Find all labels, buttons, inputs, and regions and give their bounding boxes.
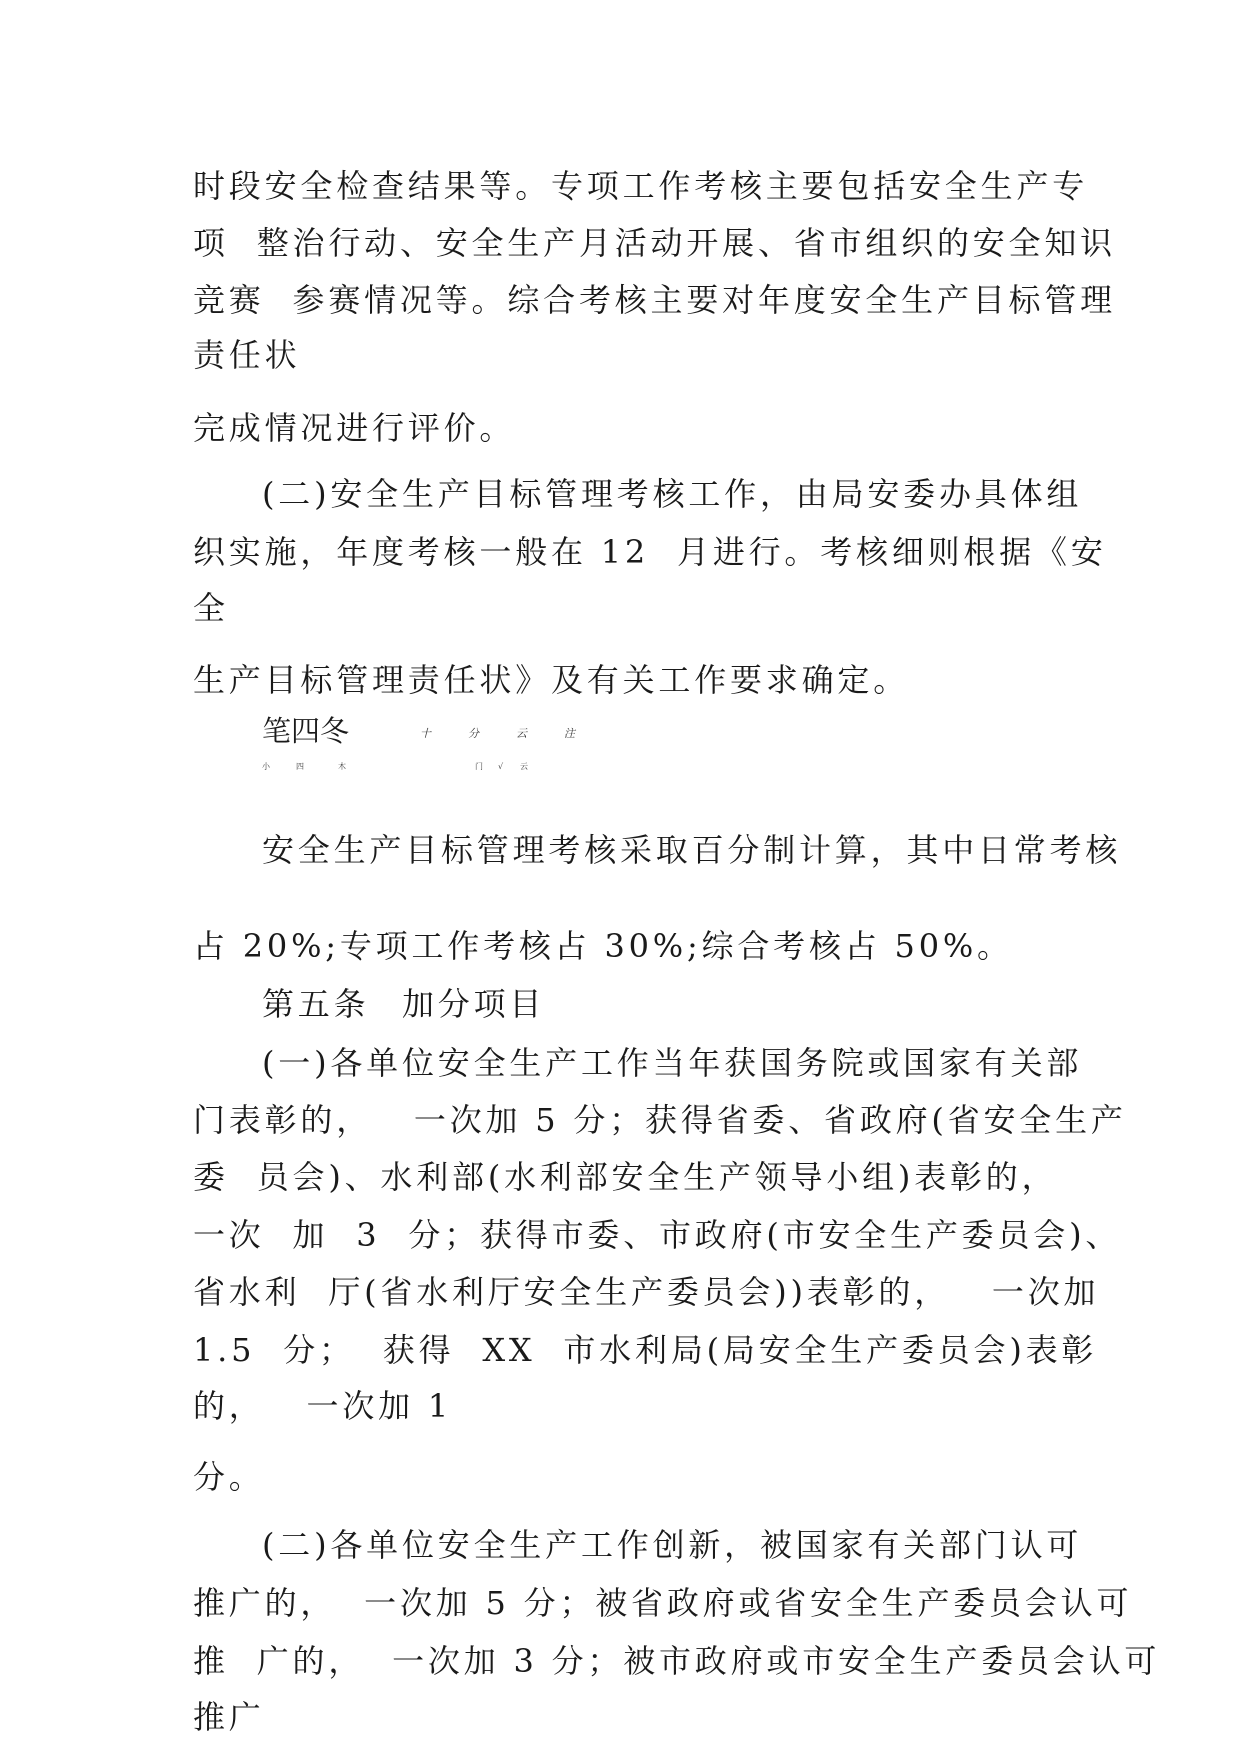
text-line: 省水利 厅(省水利厅安全生产委员会))表彰的， 一次加 — [193, 1273, 1100, 1311]
text-line: 完成情况进行评价。 — [193, 409, 516, 447]
text-line: (一)各单位安全生产工作当年获国务院或国家有关部 — [262, 1044, 1083, 1082]
text-line: 生产目标管理责任状》及有关工作要求确定。 — [193, 661, 910, 699]
text-line: 竞赛 参赛情况等。综合考核主要对年度安全生产目标管理 — [193, 281, 1116, 319]
micro-text: 小 — [262, 762, 270, 771]
text-line: (二)安全生产目标管理考核工作，由局安委办具体组 — [262, 475, 1083, 513]
text-line: 织实施，年度考核一般在 12 月进行。考核细则根据《安 — [193, 533, 1107, 571]
text-line: 占 20%;专项工作考核占 30%;综合考核占 50%。 — [193, 927, 1013, 965]
text-line: 推广的， 一次加 5 分；被省政府或省安全生产委员会认可 — [193, 1584, 1133, 1622]
text-line: 一次 加 3 分；获得市委、市政府(市安全生产委员会)、 — [193, 1216, 1122, 1254]
text-line: 时段安全检查结果等。专项工作考核主要包括安全生产专 — [193, 167, 1089, 205]
text-line: 分。 — [193, 1458, 265, 1496]
article-5-heading: 第五条 — [262, 985, 370, 1023]
text-line: 的， 一次加 1 — [193, 1387, 453, 1425]
article-5-title: 加分项目 — [402, 985, 546, 1023]
article-4-heading: 笔四冬 — [262, 714, 350, 748]
text-line: 推 广的， 一次加 3 分；被市政府或市安全生产委员会认可 — [193, 1642, 1161, 1680]
text-line: 项 整治行动、安全生产月活动开展、省市组织的安全知识 — [193, 224, 1116, 262]
micro-text: 四 — [296, 762, 304, 771]
micro-text: 门 — [475, 762, 483, 771]
text-line: 委 员会)、水利部(水利部安全生产领导小组)表彰的， — [193, 1158, 1058, 1196]
text-line: 1.5 分； 获得 XX 市水利局(局安全生产委员会)表彰 — [193, 1331, 1098, 1369]
text-line: (二)各单位安全生产工作创新，被国家有关部门认可 — [262, 1526, 1083, 1564]
article-4-side-text: 十 分 云 注 — [420, 727, 585, 740]
text-line: 安全生产目标管理考核采取百分制计算，其中日常考核 — [262, 831, 1122, 869]
micro-text: 木 — [338, 762, 346, 771]
text-line: 责任状 — [193, 336, 301, 374]
text-line: 推广 — [193, 1698, 265, 1736]
micro-text: √ — [498, 762, 504, 771]
text-line: 门表彰的， 一次加 5 分；获得省委、省政府(省安全生产 — [193, 1101, 1127, 1139]
text-line: 全 — [193, 589, 229, 627]
micro-text: 云 — [520, 762, 528, 771]
